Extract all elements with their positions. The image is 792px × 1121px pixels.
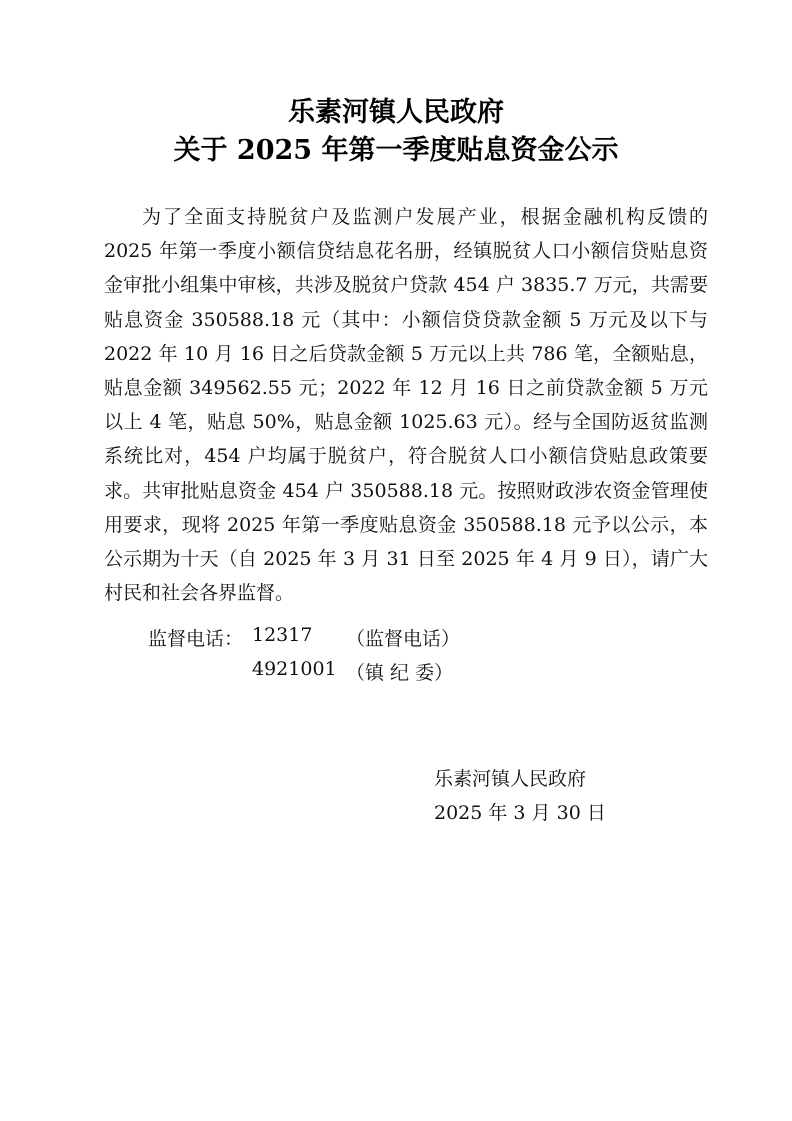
document-title-org: 乐素河镇人民政府 bbox=[288, 97, 504, 128]
signature-date: 2025 年 3 月 30 日 bbox=[434, 802, 606, 824]
document-title-subject: 关于 2025 年第一季度贴息资金公示 bbox=[173, 135, 619, 166]
body-paragraph: 为了全面支持脱贫户及监测户发展产业，根据金融机构反馈的 2025 年第一季度小额信贷结息花名册，经镇脱贫人口小额信贷贴息资金审批小组集中审核，共涉及脱贫户贷款 454 户 3835.7 万元，共需要贴息资金 350588.18 元（其中：小额信贷贷款金额 5 万元及以下与 2022 年 10 月 16 日之后贷款金额 5 万元以上共 786 笔，全额贴息，贴息金额 349562.55 元；2022 年 12 月 16 日之前贷款金额 5 万元以上 4 笔，贴息 50%，贴息金额 1025.63 元）。经与全国防返贫监测系统比对，454 户均属于脱贫户，符合脱贫人口小额信贷贴息政策要求。共审批贴息资金 454 户 350588.18 元。按照财政涉农资金管理使用要求，现将 2025 年第一季度贴息资金 350588.18 元予以公示，本公示期为十天（自 2025 年 3 月 31 日至 2025 年 4 月 9 日），请广大村民和社会各界监督。 bbox=[104, 206, 708, 605]
contact-label: 监督电话： bbox=[148, 628, 244, 650]
signature-org: 乐素河镇人民政府 bbox=[434, 768, 587, 790]
contact-phone-1-note: （监督电话） bbox=[346, 628, 461, 650]
contact-phone-2-note: （镇 纪 委） bbox=[346, 662, 454, 684]
contact-phone-2: 4921001 bbox=[252, 658, 337, 680]
contact-phone-1: 12317 bbox=[252, 624, 313, 646]
